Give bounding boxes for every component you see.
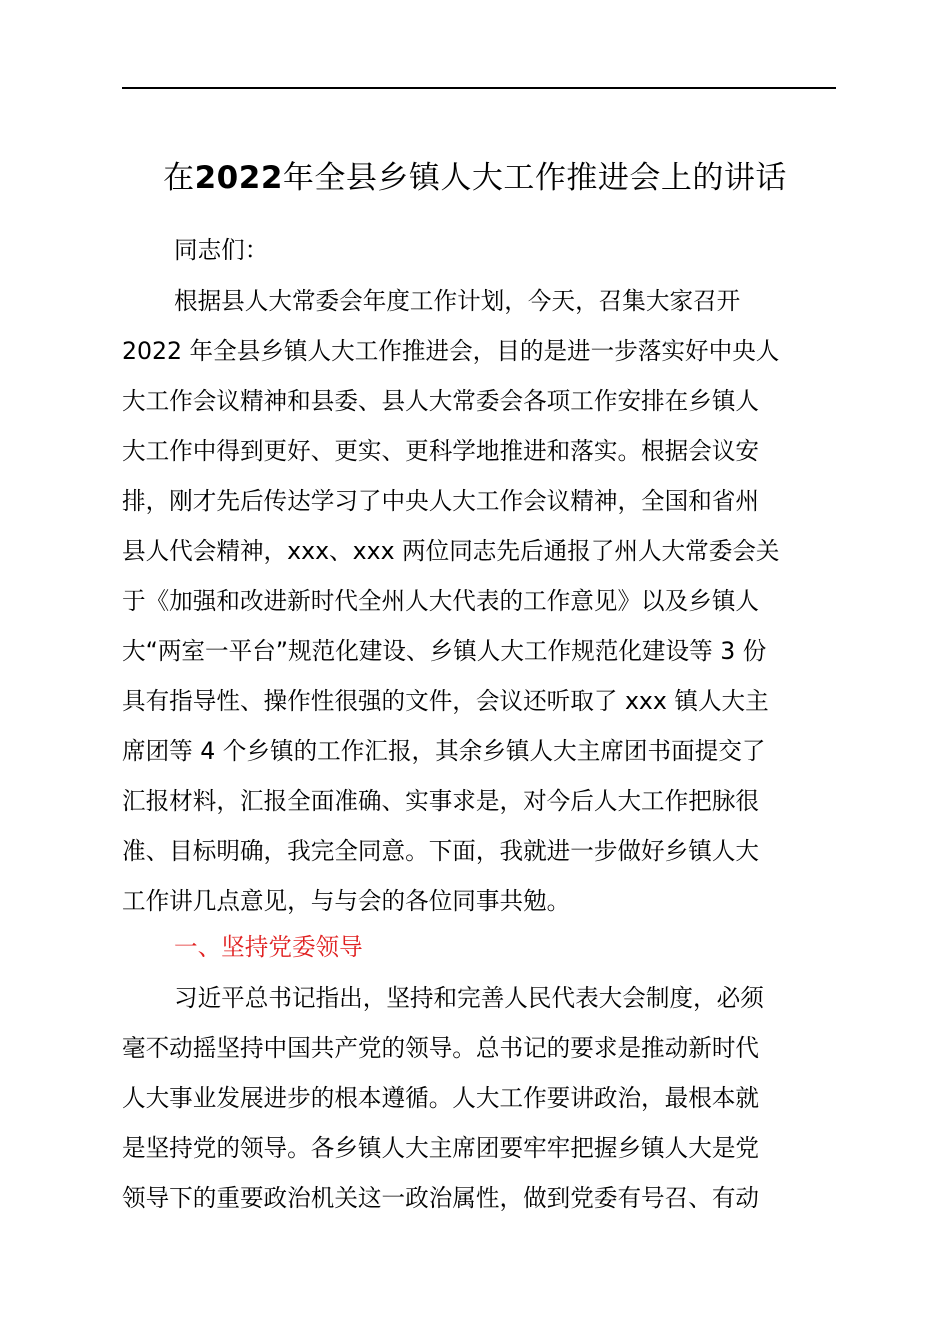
paragraph-line: 大工作中得到更好、更实、更科学地推进和落实。根据会议安 [122,437,760,465]
paragraph-line: 大工作会议精神和县委、县人大常委会各项工作安排在乡镇人 [122,387,760,415]
paragraph-line: 毫不动摇坚持中国共产党的领导。总书记的要求是推动新时代 [122,1034,760,1062]
header-rule [122,87,836,89]
paragraph-line: 排，刚才先后传达学习了中央人大工作会议精神，全国和省州 [122,487,760,515]
paragraph-line: 根据县人大常委会年度工作计划，今天，召集大家召开 [174,287,741,315]
title-suffix: 年全县乡镇人大工作推进会上的讲话 [282,160,787,196]
paragraph-line: 领导下的重要政治机关这一政治属性，做到党委有号召、有动 [122,1184,760,1212]
document-title [0,152,950,197]
salutation [122,225,838,275]
paragraph-1 [122,276,838,926]
section-heading-1 [122,922,838,972]
paragraph-line: 人大事业发展进步的根本遵循。人大工作要讲政治，最根本就 [122,1084,760,1112]
paragraph-line: 2022 年全县乡镇人大工作推进会，目的是进一步落实好中央人 [122,337,780,365]
paragraph-line: 县人代会精神，xxx、xxx 两位同志先后通报了州人大常委会关 [122,537,780,565]
title-year: 2022 [194,160,283,196]
paragraph-line: 习近平总书记指出，坚持和完善人民代表大会制度，必须 [174,984,764,1012]
paragraph-line: 是坚持党的领导。各乡镇人大主席团要牢牢把握乡镇人大是党 [122,1134,760,1162]
paragraph-line: 汇报材料，汇报全面准确、实事求是，对今后人大工作把脉很 [122,787,760,815]
paragraph-2 [122,973,838,1223]
salutation-text: 同志们： [174,236,269,264]
paragraph-line: 准、目标明确，我完全同意。下面，我就进一步做好乡镇人大 [122,837,760,865]
paragraph-line: 大“两室一平台”规范化建设、乡镇人大工作规范化建设等 3 份 [122,637,767,665]
paragraph-line: 具有指导性、操作性很强的文件，会议还听取了 xxx 镇人大主 [122,687,769,715]
paragraph-line: 席团等 4 个乡镇的工作汇报，其余乡镇人大主席团书面提交了 [122,737,766,765]
title-prefix: 在 [163,160,195,196]
paragraph-line: 工作讲几点意见，与与会的各位同事共勉。 [122,887,571,915]
paragraph-line: 于《加强和改进新时代全州人大代表的工作意见》以及乡镇人 [122,587,760,615]
section-heading-text: 一、坚持党委领导 [174,933,363,961]
